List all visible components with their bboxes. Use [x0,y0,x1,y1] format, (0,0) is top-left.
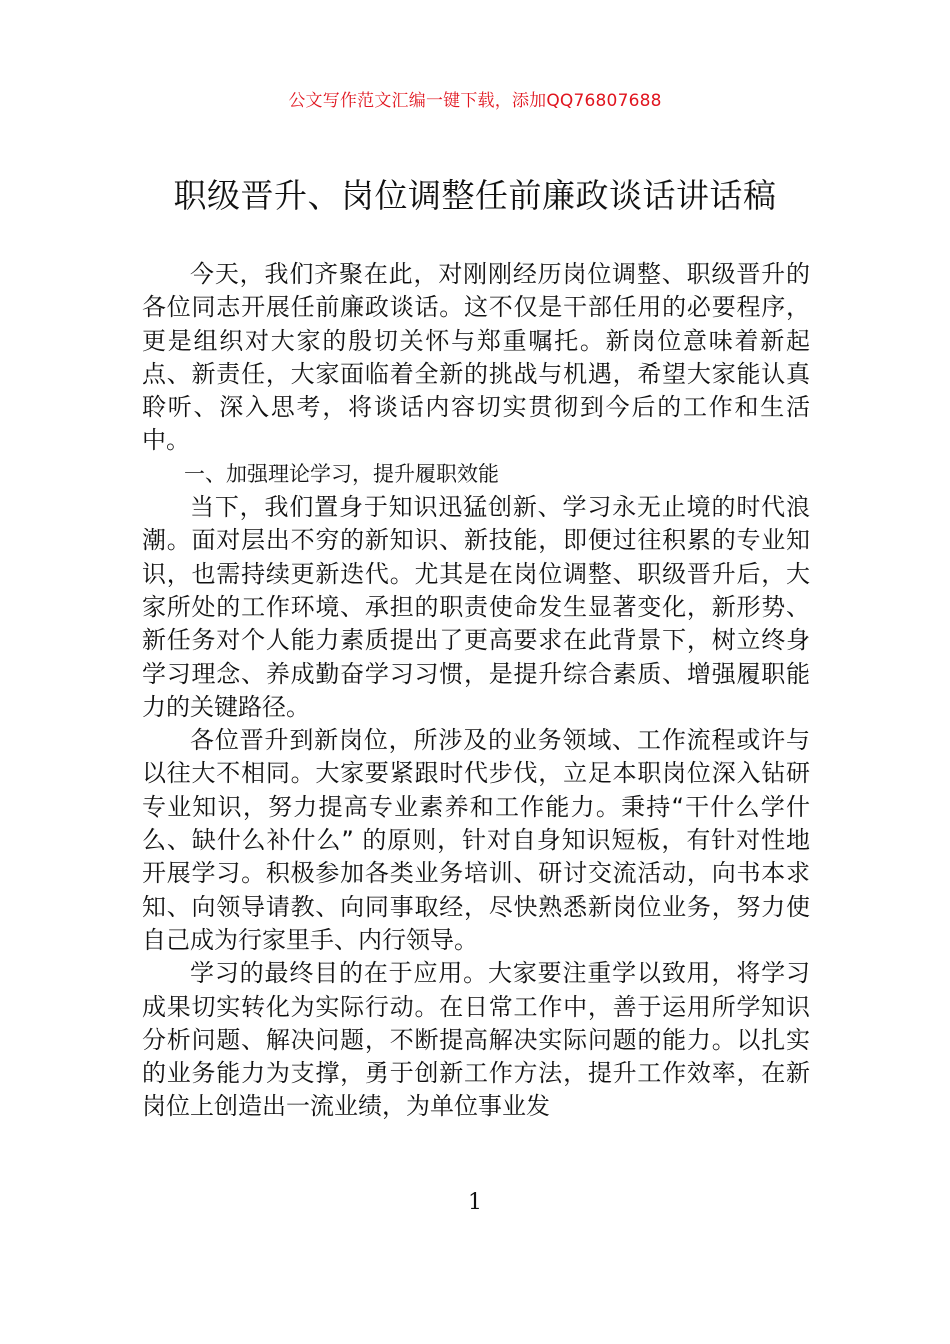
page-number: 1 [468,1190,482,1215]
download-notice: 公文写作范文汇编一键下载，添加QQ76807688 [288,91,662,111]
document-title: 职级晋升、岗位调整任前廉政谈话讲话稿 [173,176,777,215]
paragraph-intro: 今天，我们齐聚在此，对刚刚经历岗位调整、职级晋升的各位同志开展任前廉政谈话。这不仅是干部任用的必要程序，更是组织对大家的殷切关怀与郑重嘱托。新岗位意味着新起点、新责任，大家面临着全新的挑战与机遇，希望大家能认真聆听、深入思考，将谈话内容切实贯彻到今后的工作和生活中。 [142,260,810,455]
paragraph: 各位晋升到新岗位，所涉及的业务领域、工作流程或许与以往大不相同。大家要紧跟时代步伐，立足本职岗位深入钻研专业知识，努力提高专业素养和工作能力。秉持“干什么学什么、缺什么补什么” 的原则，针对自身知识短板，有针对性地开展学习。积极参加各类业务培训、研讨交流活动，向书本求知、向领导请教、向同事取经，尽快熟悉新岗位业务，努力使自己成为行家里手、内行领导。 [142,726,810,954]
document-body [142,258,810,1124]
section-heading: 一、加强理论学习，提升履职效能 [184,461,499,486]
paragraph: 学习的最终目的在于应用。大家要注重学以致用，将学习成果切实转化为实际行动。在日常工作中，善于运用所学知识分析问题、解决问题，不断提高解决实际问题的能力。以扎实的业务能力为支撑，勇于创新工作方法，提升工作效率，在新岗位上创造出一流业绩，为单位事业发 [142,959,810,1121]
paragraph: 当下，我们置身于知识迅猛创新、学习永无止境的时代浪潮。面对层出不穷的新知识、新技能，即便过往积累的专业知识，也需持续更新迭代。尤其是在岗位调整、职级晋升后，大家所处的工作环境、承担的职责使命发生显著变化，新形势、新任务对个人能力素质提出了更高要求在此背景下，树立终身学习理念、养成勤奋学习习惯，是提升综合素质、增强履职能力的关键路径。 [142,493,810,721]
